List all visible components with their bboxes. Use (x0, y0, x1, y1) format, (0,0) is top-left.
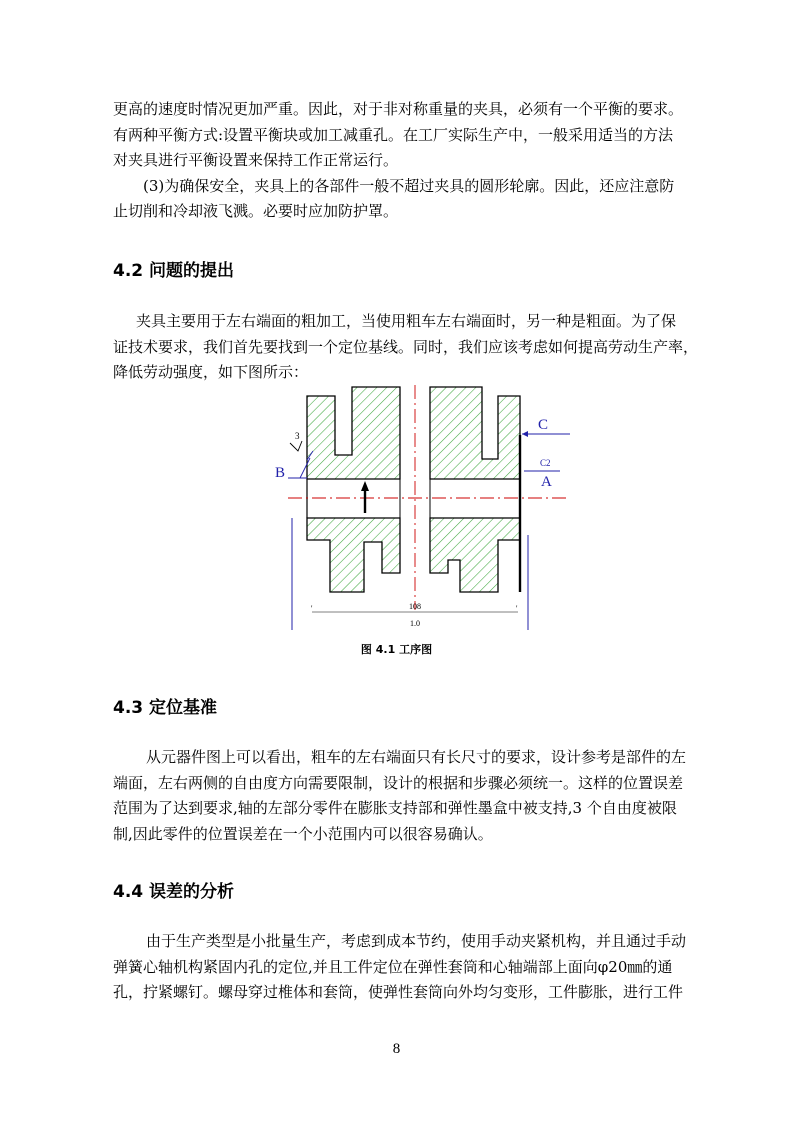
section-heading-4-3: 4.3 定位基准 (113, 698, 218, 718)
section-4-3-paragraph (113, 745, 713, 847)
text-line: 制,因此零件的位置误差在一个小范围内可以很容易确认。 (113, 824, 493, 843)
label-b: B (275, 465, 286, 481)
label-c: C (538, 417, 549, 433)
text-line: 更高的速度时情况更加严重。因此，对于非对称重量的夹具，必须有一个平衡的要求。 (113, 100, 684, 118)
label-c2: C2 (540, 458, 551, 468)
text-line: 由于生产类型是小批量生产，考虑到成本节约，使用手动夹紧机构，并且通过手动 (146, 932, 687, 950)
text-line: 降低劳动强度，如下图所示： (113, 363, 309, 381)
text-line: 弹簧心轴机构紧固内孔的定位,并且工件定位在弹性套筒和心轴端部上面向φ20㎜的通 (113, 957, 673, 976)
text-line: 从元器件图上可以看出，粗车的左右端面只有长尺寸的要求，设计参考是部件的左 (146, 748, 687, 766)
process-drawing (270, 385, 580, 635)
roughness-3-mark (290, 441, 302, 451)
section-4-4-paragraph (113, 929, 713, 1006)
label-a: A (541, 474, 552, 490)
text-line: 证技术要求，我们首先要找到一个定位基线。同时，我们应该考虑如何提高劳动生产率， (113, 337, 699, 356)
text-line: 范围为了达到要求,轴的左部分零件在膨胀支持部和弹性墨盒中被支持,3 个自由度被限 (113, 799, 677, 817)
locating-arrow-head (361, 481, 369, 491)
page-number: 8 (392, 1041, 401, 1057)
dimension-tolerance: 1.0 (410, 619, 420, 628)
text-line: 孔，拧紧螺钉。螺母穿过椎体和套筒，使弹性套筒向外均匀变形，工件膨胀，进行工件 (113, 983, 684, 1001)
section-heading-4-4: 4.4 误差的分析 (113, 882, 235, 902)
text-line: 夹具主要用于左右端面的粗加工，当使用粗车左右端面时，另一种是粗面。为了保 (136, 312, 677, 330)
upper-section-hatch (307, 387, 520, 479)
label-3: 3 (295, 431, 300, 441)
text-line: 端面，左右两侧的自由度方向需要限制，设计的根据和步骤必须统一。这样的位置误差 (113, 773, 684, 792)
text-line: 对夹具进行平衡设置来保持工作正常运行。 (113, 151, 399, 169)
figure-caption: 图 4.1 工序图 (360, 643, 433, 656)
dimension-value-108: 108 (409, 602, 421, 611)
lower-section-hatch (307, 518, 520, 592)
dim-tick-left: ' (311, 604, 313, 613)
text-line: 有两种平衡方式:设置平衡块或加工减重孔。在工厂实际生产中，一般采用适当的方法 (113, 125, 674, 144)
dim-tick-right: ' (516, 604, 518, 613)
text-line: 止切削和冷却液飞溅。必要时应加防护罩。 (113, 202, 399, 220)
arrow-c (522, 431, 528, 437)
section-4-2-paragraph (113, 309, 713, 386)
intro-paragraph (113, 97, 713, 225)
section-heading-4-2: 4.2 问题的提出 (113, 261, 235, 281)
text-line: (3)为确保安全，夹具上的各部件一般不超过夹具的圆形轮廓。因此，还应注意防 (143, 176, 675, 195)
